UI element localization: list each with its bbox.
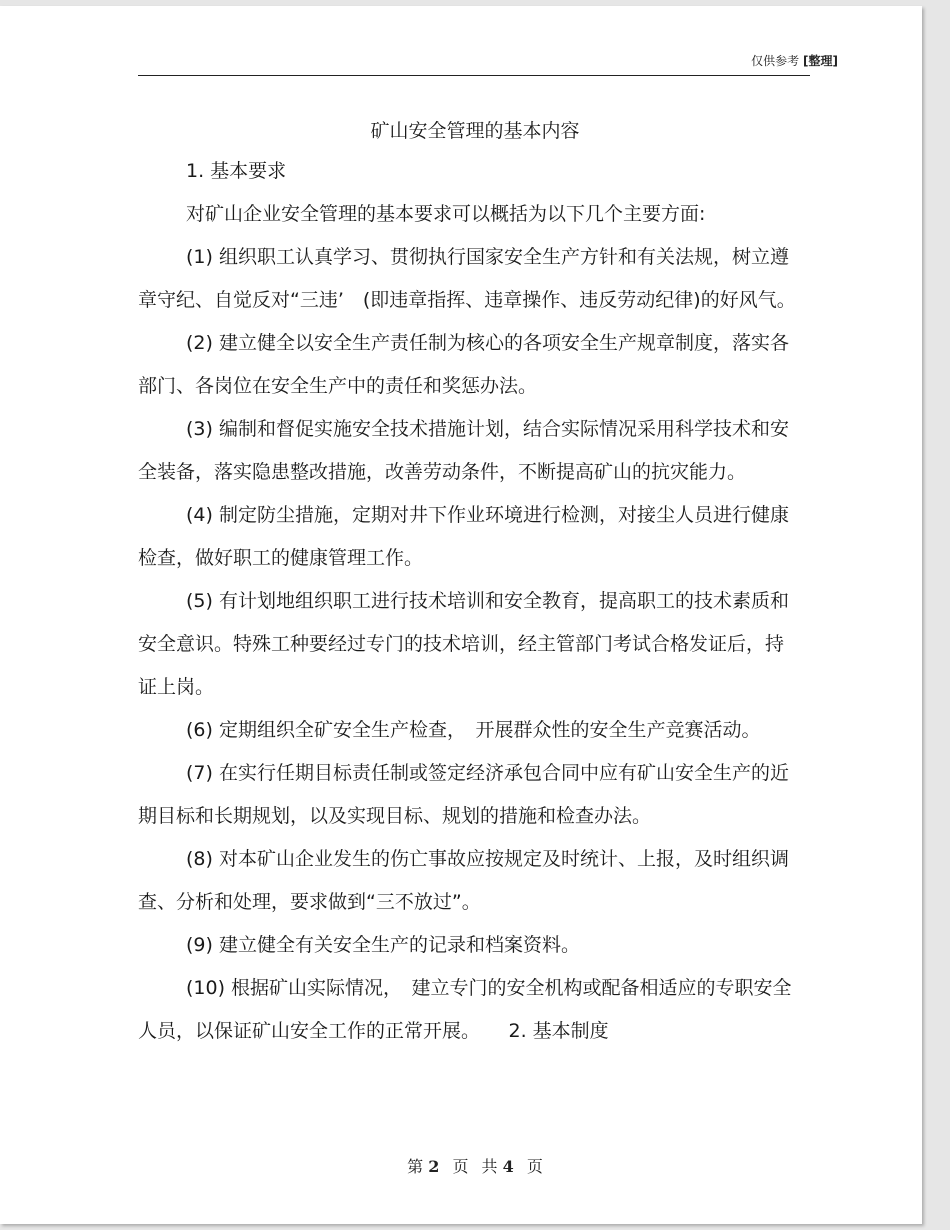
paragraph-item-10: (10) 根据矿山实际情况， 建立专门的安全机构或配备相适应的专职安全人员，以保证矿山安全工作的正常开展。 2. 基本制度 xyxy=(138,977,792,1042)
document-title: 矿山安全管理的基本内容 xyxy=(370,120,580,142)
footer-total-word: 共 xyxy=(481,1157,498,1176)
paragraph-intro: 对矿山企业安全管理的基本要求可以概括为以下几个主要方面: xyxy=(186,203,706,225)
paragraph-item-8: (8) 对本矿山企业发生的伤亡事故应按规定及时统计、上报，及时组织调查、分析和处理，要求做到“三不放过”。 xyxy=(138,848,789,913)
footer-current-page: 2 xyxy=(428,1157,440,1176)
paragraph-section-1: 1. 基本要求 xyxy=(186,160,287,182)
header-note-text: 仅供参考 xyxy=(751,54,800,68)
document-body xyxy=(138,150,798,1053)
paragraph-item-9: (9) 建立健全有关安全生产的记录和档案资料。 xyxy=(186,934,580,956)
footer-prefix: 第 xyxy=(407,1157,424,1176)
header-note-tag: [整理] xyxy=(803,54,838,68)
paragraph-item-6: (6) 定期组织全矿安全生产检查， 开展群众性的安全生产竞赛活动。 xyxy=(186,719,761,741)
paragraph-item-4: (4) 制定防尘措施，定期对井下作业环境进行检测，对接尘人员进行健康检查，做好职工的健康管理工作。 xyxy=(138,504,789,569)
footer-suffix: 页 xyxy=(526,1157,543,1176)
paragraph-item-5: (5) 有计划地组织职工进行技术培训和安全教育，提高职工的技术素质和安全意识。特殊工种要经过专门的技术培训，经主管部门考试合格发证后，持证上岗。 xyxy=(138,590,789,698)
paragraph-item-1: (1) 组织职工认真学习、贯彻执行国家安全生产方针和有关法规，树立遵章守纪、自觉反对“三违’ (即违章指挥、违章操作、违反劳动纪律)的好风气。 xyxy=(138,246,796,311)
header-divider xyxy=(138,75,810,76)
paragraph-item-2: (2) 建立健全以安全生产责任制为核心的各项安全生产规章制度，落实各部门、各岗位在安全生产中的责任和奖惩办法。 xyxy=(138,332,789,397)
footer-page-word: 页 xyxy=(452,1157,469,1176)
header-note xyxy=(751,52,838,69)
footer-total-pages: 4 xyxy=(502,1157,514,1176)
page-footer xyxy=(0,1154,950,1177)
paragraph-item-7: (7) 在实行任期目标责任制或签定经济承包合同中应有矿山安全生产的近期目标和长期规划，以及实现目标、规划的措施和检查办法。 xyxy=(138,762,789,827)
paragraph-item-3: (3) 编制和督促实施安全技术措施计划，结合实际情况采用科学技术和安全装备，落实隐患整改措施，改善劳动条件，不断提高矿山的抗灾能力。 xyxy=(138,418,789,483)
